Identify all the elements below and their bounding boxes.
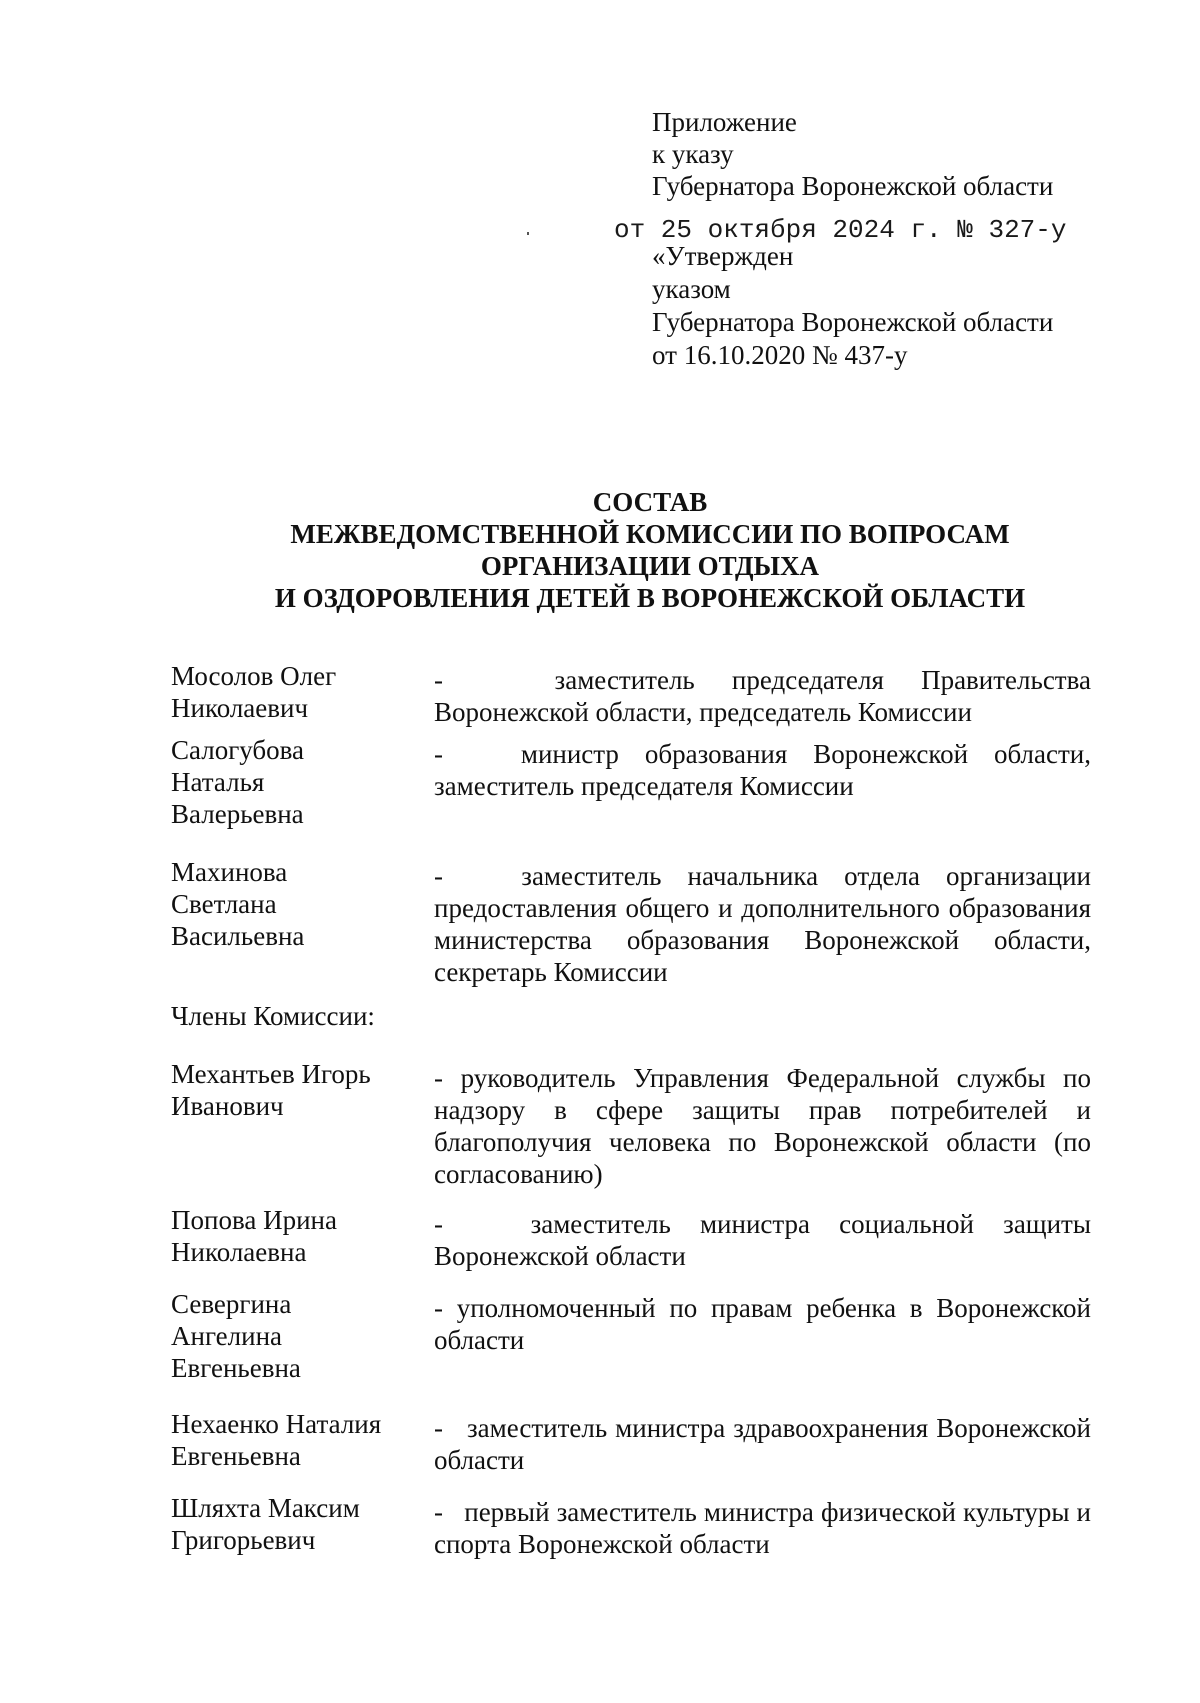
approval-label: «Утвержден — [652, 241, 794, 271]
members-label-row — [171, 1000, 1091, 1058]
approval-block — [652, 240, 1172, 372]
title-line: ОРГАНИЗАЦИИ ОТДЫХА — [480, 551, 820, 581]
member-name: Мосолов Олег Николаевич — [171, 661, 337, 723]
member-position: - министр образования Воронежской области, заместитель председателя Комиссии — [434, 739, 1091, 801]
approval-date-number: от 16.10.2020 № 437-у — [652, 340, 908, 370]
member-row — [171, 1408, 1091, 1492]
member-name: Шляхта Максим Григорьевич — [171, 1493, 360, 1555]
member-row — [171, 1204, 1091, 1288]
member-position: - руководитель Управления Федеральной службы по надзору в сфере защиты прав потребителей и благополучия человека по Воронежской области (по согласованию) — [434, 1063, 1091, 1189]
approval-governor: Губернатора Воронежской области — [652, 307, 1054, 337]
appendix-governor: Губернатора Воронежской области — [652, 171, 1054, 201]
appendix-decree-ref: к указу — [652, 139, 734, 169]
member-row — [171, 1058, 1091, 1204]
member-row — [171, 856, 1091, 1000]
member-name: Салогубова Наталья Валерьевна — [171, 735, 305, 829]
appendix-label: Приложение — [652, 107, 797, 137]
document-title — [100, 486, 1200, 614]
member-row — [171, 1492, 1091, 1576]
commission-list — [171, 660, 1091, 1576]
title-line: СОСТАВ — [592, 487, 708, 517]
appendix-header — [652, 106, 1172, 202]
member-name: Махинова Светлана Васильевна — [171, 857, 305, 951]
member-name: Попова Ирина Николаевна — [171, 1205, 337, 1267]
member-row — [171, 1288, 1091, 1408]
scan-speck — [527, 232, 529, 235]
member-name: Механтьев Игорь Иванович — [171, 1059, 371, 1121]
title-line: И ОЗДОРОВЛЕНИЯ ДЕТЕЙ В ВОРОНЕЖСКОЙ ОБЛАСТИ — [274, 583, 1026, 613]
title-line: МЕЖВЕДОМСТВЕННОЙ КОМИССИИ ПО ВОПРОСАМ — [290, 519, 1010, 549]
decree-date-stamp: от 25 октября 2024 г. № 327-у — [614, 215, 1067, 245]
member-row — [171, 734, 1091, 856]
approval-decree: указом — [652, 274, 731, 304]
member-row — [171, 660, 1091, 734]
member-position: - заместитель председателя Правительства Воронежской области, председатель Комиссии — [434, 665, 1091, 727]
member-name: Севергина Ангелина Евгеньевна — [171, 1289, 301, 1383]
member-position: - заместитель министра социальной защиты Воронежской области — [434, 1209, 1091, 1271]
member-position: - уполномоченный по правам ребенка в Воронежской области — [434, 1293, 1091, 1355]
members-label: Члены Комиссии: — [171, 1001, 375, 1031]
member-position: - заместитель министра здравоохранения Воронежской области — [434, 1413, 1091, 1475]
member-position: - заместитель начальника отдела организации предоставления общего и дополнительного образования министерства образования Воронежской области, секретарь Комиссии — [434, 861, 1091, 987]
member-name: Нехаенко Наталия Евгеньевна — [171, 1409, 382, 1471]
member-position: - первый заместитель министра физической культуры и спорта Воронежской области — [434, 1497, 1091, 1559]
